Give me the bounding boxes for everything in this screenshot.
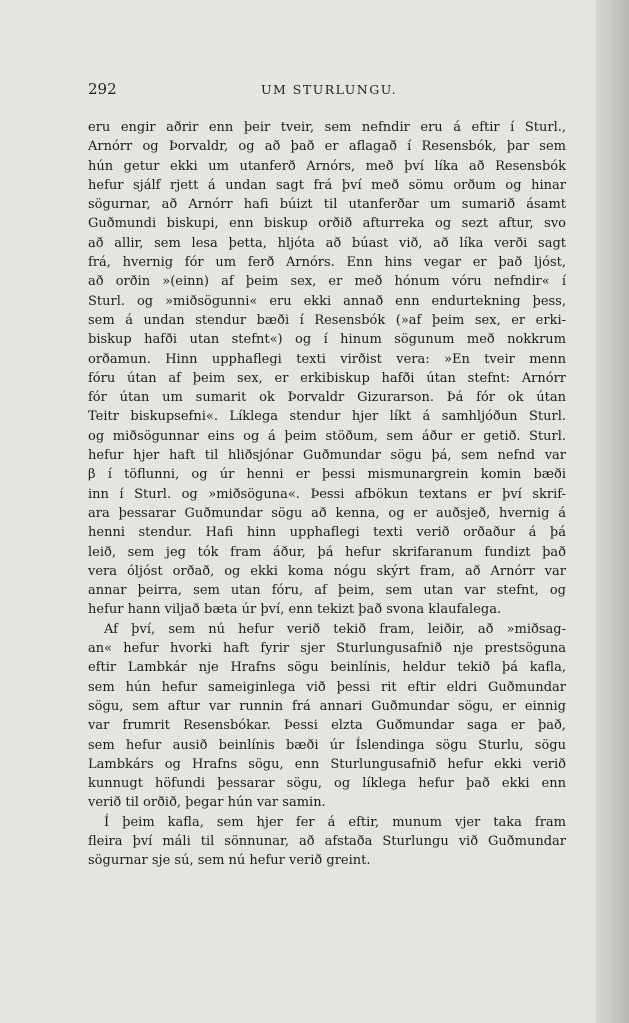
text-line: hefur sjálf rjett á undan sagt frá því með sömu orðum og hinar (88, 177, 566, 193)
body-text (88, 118, 566, 871)
text-line: sem á undan stendur bæði í Resensbók (»af þeim sex, er erki- (88, 312, 566, 328)
text-line: Lambkárs og Hrafns sögu, enn Sturlungusafnið hefur ekki verið (88, 756, 566, 772)
text-line: Sturl. og »miðsögunni« eru ekki annað enn endurtekning þess, (88, 293, 566, 309)
running-head: UM STURLUNGU. (261, 82, 398, 97)
text-line: sem hún hefur sameiginlega við þessi rit eftir eldri Guðmundar (88, 679, 566, 695)
text-line: sögurnar, að Arnórr hafi búizt til utanferðar um sumarið ásamt (88, 197, 566, 213)
text-line: kunnugt höfundi þessarar sögu, og líklega hefur það ekki enn (88, 776, 566, 792)
text-line: sem hefur ausið beinlínis bæði úr Íslendinga sögu Sturlu, sögu (88, 737, 566, 753)
text-line: frá, hvernig fór um ferð Arnórs. Enn hins vegar er það ljóst, (88, 255, 566, 271)
text-line: að allir, sem lesa þetta, hljóta að búast við, að líka verði sagt (88, 235, 566, 251)
text-line: vera óljóst orðað, og ekki koma nógu skýrt fram, að Arnórr var (88, 563, 566, 579)
text-line: eftir Lambkár nje Hrafns sögu beinlínis, heldur tekið þá kafla, (88, 660, 566, 676)
text-line: fóru útan af þeim sex, er erkibiskup hafði útan stefnt: Arnórr (88, 370, 566, 386)
text-line: Af því, sem nú hefur verið tekið fram, leiðir, að »miðsag- (104, 621, 566, 637)
text-line: sögu, sem aftur var runnin frá annari Guðmundar sögu, er einnig (88, 698, 566, 714)
text-line: an« hefur hvorki haft fyrir sjer Sturlungusafnið nje prestsöguna (88, 641, 566, 657)
text-line: Arnórr og Þorvaldr, og að það er aflagað í Resensbók, þar sem (88, 139, 566, 155)
text-line: inn í Sturl. og »miðsöguna«. Þessi afbökun textans er því skrif- (88, 486, 566, 502)
page-header (88, 80, 566, 102)
text-line: að orðin »(einn) af þeim sex, er með hónum vóru nefndir« í (88, 274, 566, 290)
text-line: annar þeirra, sem utan fóru, af þeim, sem utan var stefnt, og (88, 583, 566, 599)
text-line: Í þeim kafla, sem hjer fer á eftir, munum vjer taka fram (104, 814, 566, 830)
page-number: 292 (88, 80, 117, 98)
text-line: leið, sem jeg tók fram áður, þá hefur skrifaranum fundizt það (88, 544, 566, 560)
text-line: β í töflunni, og úr henni er þessi mismunargrein komin bæði (88, 467, 566, 483)
text-line: Teitr biskupsefni«. Líklega stendur hjer líkt á samhljóðun Sturl. (88, 409, 566, 425)
page-edge-shadow (596, 0, 629, 1023)
text-line: eru engir aðrir enn þeir tveir, sem nefndir eru á eftir í Sturl., (88, 120, 566, 135)
text-line: og miðsögunnar eins og á þeim stöðum, sem áður er getið. Sturl. (88, 428, 566, 444)
text-line: sögurnar sje sú, sem nú hefur verið greint. (88, 853, 371, 869)
text-line: var frumrit Resensbókar. Þessi elzta Guðmundar saga er það, (88, 718, 566, 734)
text-line: hefur hann viljað bæta úr því, enn tekizt það svona klaufalega. (88, 602, 502, 618)
text-line: verið til orðið, þegar hún var samin. (88, 795, 326, 811)
text-line: fór útan um sumarit ok Þorvaldr Gizurarson. Þá fór ok útan (88, 390, 566, 406)
text-line: biskup hafði utan stefnt«) og í hinum sögunum með nokkrum (88, 332, 566, 348)
text-line: hún getur ekki um utanferð Arnórs, með því líka að Resensbók (88, 158, 566, 174)
text-line: fleira því máli til sönnunar, að afstaða Sturlungu við Guðmundar (88, 833, 566, 849)
text-line: Guðmundi biskupi, enn biskup orðið afturreka og sezt aftur, svo (88, 216, 566, 232)
text-line: henni stendur. Hafi hinn upphaflegi texti verið orðaður á þá (88, 525, 566, 541)
text-line: orðamun. Hinn upphaflegi texti virðist vera: »En tveir menn (88, 351, 566, 367)
text-line: hefur hjer haft til hliðsjónar Guðmundar sögu þá, sem nefnd var (88, 448, 566, 464)
text-line: ara þessarar Guðmundar sögu að kenna, og er auðsjeð, hvernig á (88, 505, 566, 521)
